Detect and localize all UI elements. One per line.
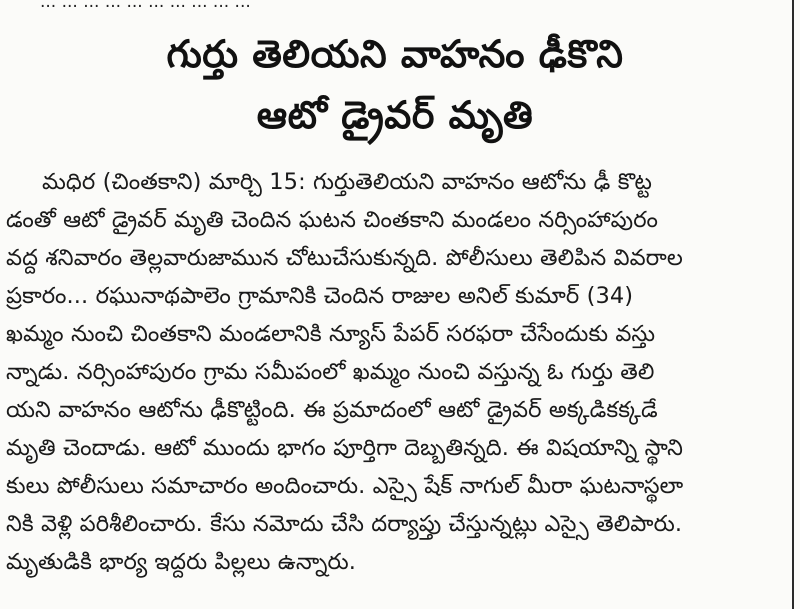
column-divider <box>792 0 794 609</box>
body-line: ప్రకారం... రఘునాథపాలెం గ్రామానికి చెందిన రాజుల అనిల్ కుమార్ (34) <box>6 283 634 309</box>
body-line: కులు పోలీసులు సమాచారం అందించారు. ఎస్సై షేక్ నాగుల్ మీరా ఘటనాస్థలా <box>6 473 684 499</box>
body-line: నికి వెళ్లి పరిశీలించారు. కేసు నమోదు చేసి దర్యాప్తు చేస్తున్నట్లు ఎస్సై తెలిపారు. <box>6 511 683 537</box>
body-line: డంతో ఆటో డ్రైవర్ మృతి చెందిన ఘటన చింతకాని మండలం నర్సింహాపురం <box>6 207 659 233</box>
body-line: న్నాడు. నర్సింహాపురం గ్రామ సమీపంలో ఖమ్మం నుంచి వస్తున్న ఓ గుర్తు తెలి <box>6 359 655 385</box>
previous-article-cut-text: ... ... ... ... ... ... ... ... ... ... <box>40 0 251 12</box>
headline-line-2: ఆటో డ్రైవర్ మృతి <box>256 93 534 137</box>
headline-line-1: గుర్తు తెలియని వాహనం ఢీకొని <box>166 32 624 76</box>
body-line: వద్ద శనివారం తెల్లవారుజామున చోటుచేసుకున్నది. పోలీసులు తెలిపిన వివరాల <box>6 245 683 271</box>
body-line: యని వాహనం ఆటోను ఢీకొట్టింది. ఈ ప్రమాదంలో ఆటో డ్రైవర్ అక్కడికక్కడే <box>6 397 658 423</box>
body-line: మృతుడికి భార్య ఇద్దరు పిల్లలు ఉన్నారు. <box>6 549 357 575</box>
article-body <box>6 163 790 581</box>
body-line: మధిర (చింతకాని) మార్చి 15: గుర్తుతెలియని వాహనం ఆటోను ఢీ కొట్ట <box>42 169 652 195</box>
body-line: మృతి చెందాడు. ఆటో ముందు భాగం పూర్తిగా దెబ్బతిన్నది. ఈ విషయాన్ని స్థాని <box>6 435 684 461</box>
body-line: ఖమ్మం నుంచి చింతకాని మండలానికి న్యూస్ పేపర్ సరఫరా చేసేందుకు వస్తు <box>6 321 656 347</box>
